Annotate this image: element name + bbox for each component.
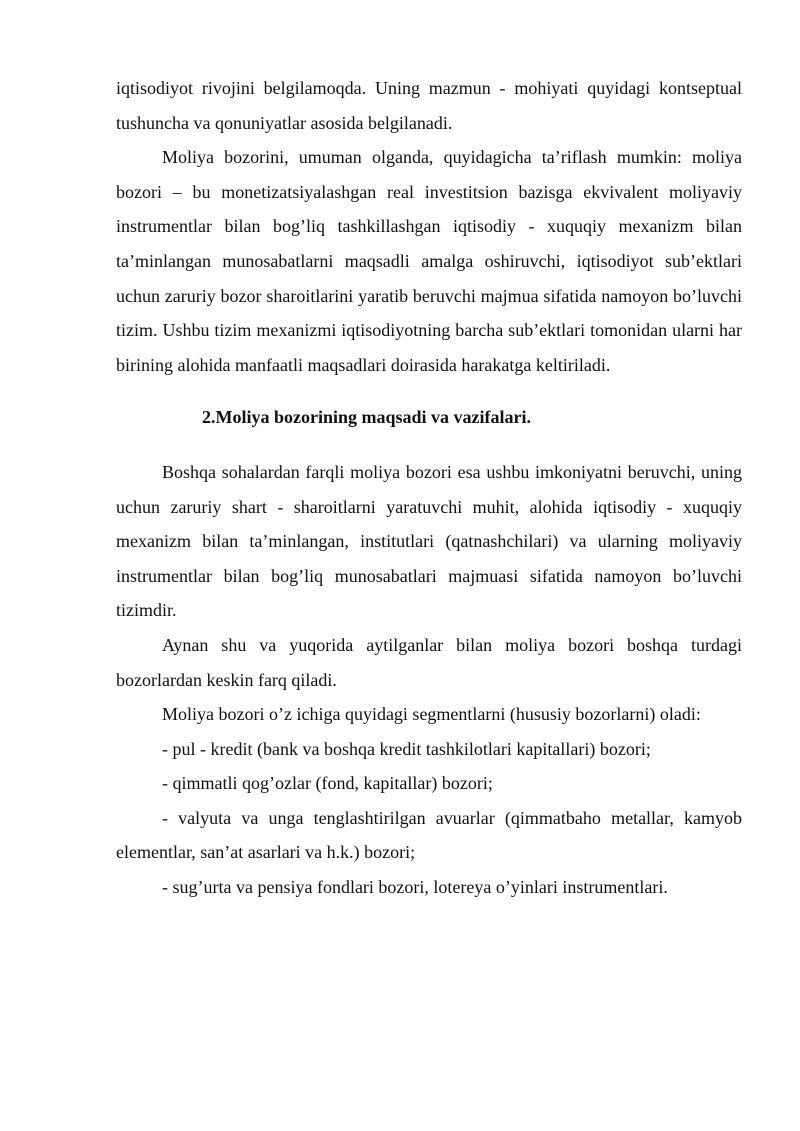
paragraph-intro: iqtisodiyot rivojini belgilamoqda. Uning mazmun - mohiyati quyidagi kontseptual tushuncha va qonuniyatlar asosida belgilanadi. xyxy=(116,78,742,133)
list-item: - sug’urta va pensiya fondlari bozori, lotereya o’yinlari instrumentlari. xyxy=(162,877,668,898)
paragraph-segments: Moliya bozori o’z ichiga quyidagi segmentlarni (hususiy bozorlarni) oladi: xyxy=(162,704,701,725)
document-page xyxy=(116,71,742,905)
list-item: - valyuta va unga tenglashtirilgan avuarlar (qimmatbaho metallar, kamyob elementlar, san’at asarlari va h.k.) bozori; xyxy=(116,807,742,863)
section-heading: 2.Moliya bozorining maqsadi va vazifalari. xyxy=(202,407,532,428)
list-item: - qimmatli qog’ozlar (fond, kapitallar) bozori; xyxy=(162,773,493,794)
paragraph-definition: Moliya bozorini, umuman olganda, quyidagicha ta’riflash mumkin: moliya bozori – bu monetizatsiyalashgan real investitsion bazisga ekvivalent moliyaviy instrumentlar bilan bog’liq tashkillashgan iqtisodiy - xuquqiy mexanizm bilan ta’minlangan munosabatlarni maqsadli amalga oshiruvchi, iqtisodiyot sub’ektlari uchun zaruriy bozor sharoitlarini yaratib beruvchi majmua sifatida namoyon bo’luvchi tizim. Ushbu tizim mexanizmi iqtisodiyotning barcha sub’ektlari tomonidan ularni har birining alohida manfaatli maqsadlari doirasida harakatga keltiriladi. xyxy=(116,147,742,375)
paragraph-difference: Boshqa sohalardan farqli moliya bozori esa ushbu imkoniyatni beruvchi, uning uchun zaruriy shart - sharoitlarni yaratuvchi muhit, alohida iqtisodiy - xuquqiy mexanizm bilan ta’minlangan, institutlari (qatnashchilari) va ularning moliyaviy instrumentlar bilan bog’liq munosabatlari majmuasi sifatida namoyon bo’luvchi tizimdir. xyxy=(116,461,742,621)
list-item: - pul - kredit (bank va boshqa kredit tashkilotlari kapitallari) bozori; xyxy=(162,738,651,759)
paragraph-conclusion: Aynan shu va yuqorida aytilganlar bilan moliya bozori boshqa turdagi bozorlardan keskin farq qiladi. xyxy=(116,634,742,690)
